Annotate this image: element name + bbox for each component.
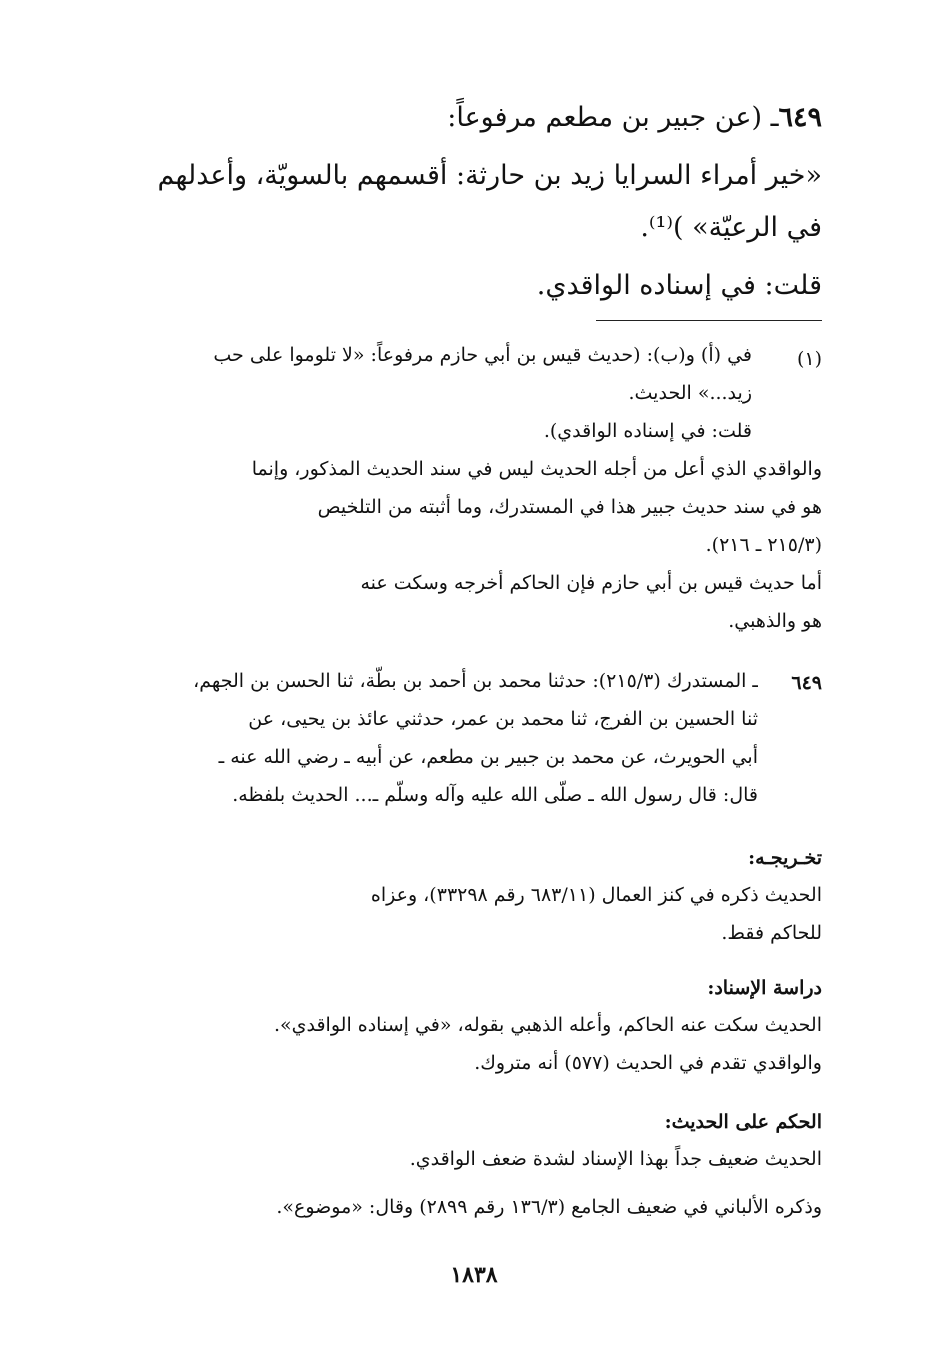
- takhrij-line: الحديث ذكره في كنز العمال (٦٨٣/١١ رقم ٣٣٢٩٨)، وعزاه: [370, 884, 822, 906]
- footnote-line: في (أ) و(ب): (حديث قيس بن أبي حازم مرفوعاً: «لا تلوموا على حب: [213, 344, 752, 366]
- isnad-line: والواقدي تقدم في الحديث (٥٧٧) أنه متروك.: [474, 1052, 822, 1074]
- footnote-line: والواقدي الذي أعل من أجله الحديث ليس في سند الحديث المذكور، وإنما: [251, 458, 822, 480]
- isnad-heading: دراسة الإسناد:: [707, 977, 822, 999]
- footnote-continued: [122, 450, 822, 640]
- hukm-heading: الحكم على الحديث:: [664, 1111, 822, 1133]
- footnote-line: قلت: في إسناده الواقدي).: [543, 420, 752, 442]
- page-number: ١٨٣٨: [450, 1262, 498, 1288]
- footnote-line: هو والذهبي.: [728, 610, 822, 632]
- source-line: ثنا الحسين بن الفرج، ثنا محمد بن عمر، حدثني عائذ بن يحيى، عن: [248, 708, 758, 730]
- isnad-section: [122, 970, 822, 1082]
- takhrij-heading: تخـريجـه:: [748, 847, 822, 869]
- hadith-text-line: في الرعيّة» )⁽¹⁾.: [640, 212, 822, 243]
- footnote-line: (٢١٥/٣ ـ ٢١٦).: [705, 534, 822, 556]
- source-line: أبي الحويرث، عن محمد بن جبير بن مطعم، عن أبيه ـ رضي الله عنه ـ: [218, 746, 758, 768]
- isnad-line: الحديث سكت عنه الحاكم، وأعله الذهبي بقوله، «في إسناده الواقدي».: [273, 1014, 822, 1036]
- hadith-remark: قلت: في إسناده الواقدي.: [536, 270, 822, 301]
- source-line: قال: قال رسول الله ـ صلّى الله عليه وآله وسلّم ـ... الحديث بلفظه.: [232, 784, 758, 806]
- hadith-text-line: «خير أمراء السرايا زيد بن حارثة: أقسمهم بالسويّة، وأعدلهم: [157, 160, 822, 191]
- hadith-title: [122, 92, 822, 144]
- footnote-marker: (١): [796, 348, 822, 370]
- footnote-line: أما حديث قيس بن أبي حازم فإن الحاكم أخرجه وسكت عنه: [360, 572, 822, 594]
- hadith-title-text: ـ (عن جبير بن مطعم مرفوعاً:: [447, 102, 779, 133]
- hadith-entry: [122, 92, 822, 312]
- footnote: [122, 336, 752, 450]
- footnote-line: زيد...» الحديث.: [628, 382, 752, 404]
- source-line: ـ المستدرك (٢١٥/٣): حدثنا محمد بن أحمد بن بطّة، ثنا الحسن بن الجهم،: [193, 670, 758, 692]
- hukm-section: [122, 1104, 822, 1226]
- hukm-line: الحديث ضعيف جداً بهذا الإسناد لشدة ضعف الواقدي.: [409, 1148, 822, 1170]
- takhrij-section: [122, 840, 822, 952]
- hukm-line: وذكره الألباني في ضعيف الجامع (١٣٦/٣ رقم ٢٨٩٩) وقال: «موضوع».: [276, 1196, 822, 1218]
- source-chain: [122, 662, 758, 814]
- footnote-line: هو في سند حديث جبير هذا في المستدرك، وما أثبته من التلخيص: [317, 496, 822, 518]
- footnote-divider: [596, 320, 822, 321]
- takhrij-line: للحاكم فقط.: [721, 922, 822, 944]
- source-number: ٦٤٩: [791, 672, 822, 694]
- hadith-number: ٦٤٩: [778, 102, 822, 133]
